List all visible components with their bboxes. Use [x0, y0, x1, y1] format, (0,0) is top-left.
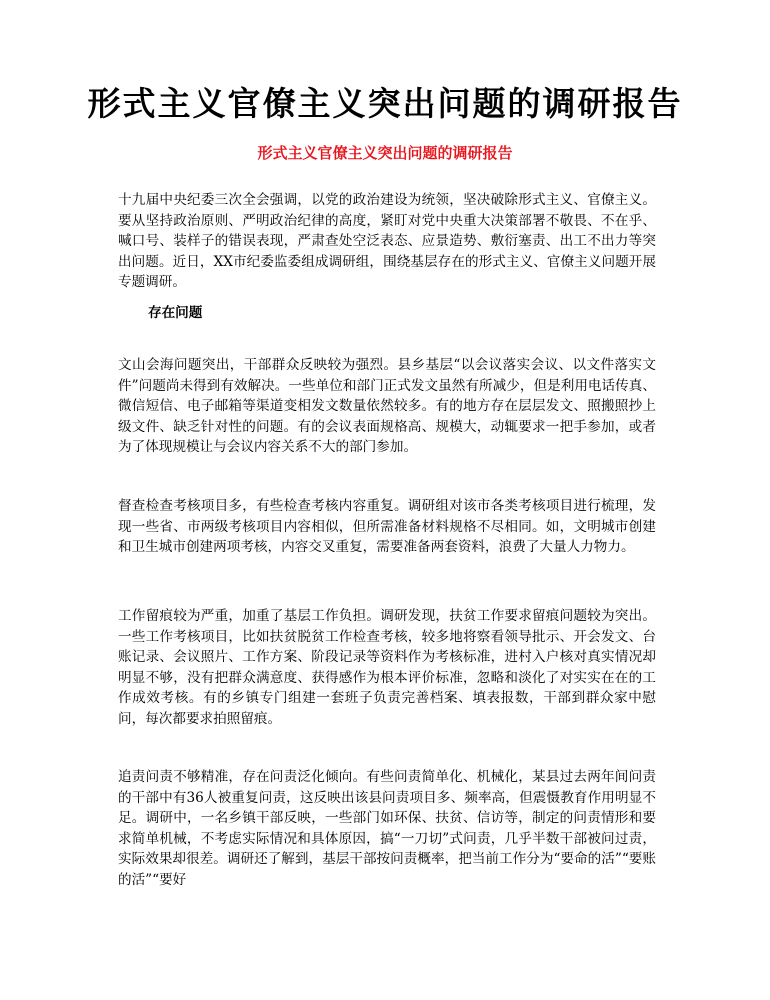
body-paragraph: 追责问责不够精准，存在问责泛化倾向。有些问责简单化、机械化，某县过去两年间问责的干部中有36人被重复问责，这反映出该县问责项目多、频率高，但震慑教育作用明显不足。调研中，一名乡镇干部反映，一些部门如环保、扶贫、信访等，制定的问责情形和要求简单机械，不考虑实际情况和具体原因，搞“一刀切”式问责，几乎半数干部被问过责，实际效果却很差。调研还了解到，基层干部按问责概率，把当前工作分为“要命的活”“要账的活”“要好 [118, 769, 656, 888]
body-paragraph: 督查检查考核项目多，有些检查考核内容重复。调研组对该市各类考核项目进行梳理，发现一些省、市两级考核项目内容相似，但所需准备材料规格不尽相同。如，文明城市创建和卫生城市创建两项考核，内容交叉重复，需要准备两套资料，浪费了大量人力物力。 [118, 498, 656, 555]
intro-paragraph: 十九届中央纪委三次全会强调，以党的政治建设为统领，坚决破除形式主义、官僚主义。要从坚持政治原则、严明政治纪律的高度，紧盯对党中央重大决策部署不敬畏、不在乎、喊口号、装样子的错误表现，严肃查处空泛表态、应景造势、敷衍塞责、出工不出力等突出问题。近日，XX市纪委监委组成调研组，围绕基层存在的形式主义、官僚主义问题开展专题调研。 [118, 192, 656, 290]
document-subtitle: 形式主义官僚主义突出问题的调研报告 [257, 144, 513, 162]
section-heading: 存在问题 [148, 305, 203, 321]
body-paragraph: 工作留痕较为严重，加重了基层工作负担。调研发现，扶贫工作要求留痕问题较为突出。一些工作考核项目，比如扶贫脱贫工作检查考核，较多地将察看领导批示、开会发文、台账记录、会议照片、工作方案、阶段记录等资料作为考核标准，进村入户核对真实情况却明显不够，没有把群众满意度、获得感作为根本评价标准，忽略和淡化了对实实在在的工作成效考核。有的乡镇专门组建一套班子负责完善档案、填表报数，干部到群众家中慰问，每次都要求拍照留痕。 [118, 608, 656, 727]
body-paragraph: 文山会海问题突出，干部群众反映较为强烈。县乡基层“以会议落实会议、以文件落实文件”问题尚未得到有效解决。一些单位和部门正式发文虽然有所减少，但是利用电话传真、微信短信、电子邮箱等渠道变相发文数量依然较多。有的地方存在层层发文、照搬照抄上级文件、缺乏针对性的问题。有的会议表面规格高、规模大，动辄要求一把手参加，或者为了体现规模让与会议内容关系不大的部门参加。 [118, 357, 656, 455]
document-title: 形式主义官僚主义突出问题的调研报告 [87, 84, 683, 123]
